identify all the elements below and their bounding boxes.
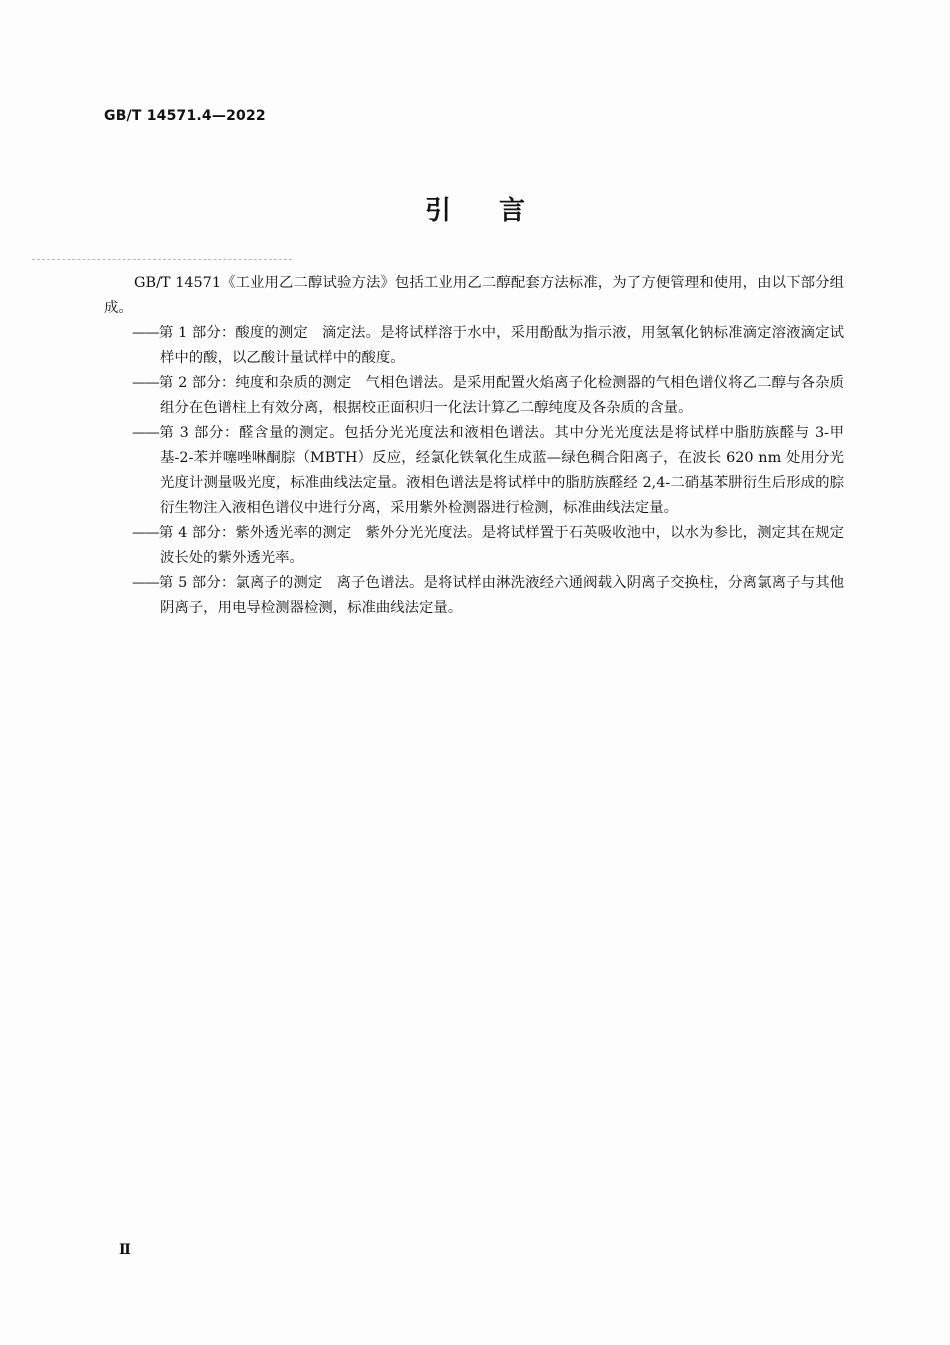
part-name: 第 5 部分：氯离子的测定 (158, 575, 323, 591)
part-description: 是将试样置于石英吸收池中，以水为参比，测定其在规定波长处的紫外透光率。 (160, 525, 844, 566)
part-item-1 (104, 321, 844, 371)
part-name: 第 1 部分：酸度的测定 (158, 325, 308, 341)
part-dash: —— (132, 425, 159, 441)
part-name: 第 4 部分：紫外透光率的测定 (158, 525, 352, 541)
part-name: 第 2 部分：纯度和杂质的测定 (158, 375, 352, 391)
part-description: 是将试样溶于水中，采用酚酞为指示液，用氢氧化钠标准滴定溶液滴定试样中的酸，以乙酸计量试样中的酸度。 (160, 325, 844, 366)
part-item-4 (104, 521, 844, 571)
part-item-2 (104, 371, 844, 421)
part-method: 紫外分光光度法。 (365, 525, 482, 541)
part-item-5 (104, 571, 844, 621)
part-method: 气相色谱法。 (365, 375, 453, 391)
part-name: 第 3 部分：醛含量的测定。 (158, 425, 345, 441)
part-dash: —— (132, 575, 159, 591)
part-dash: —— (132, 325, 159, 341)
part-item-3 (104, 421, 844, 521)
part-description: 是将试样由淋洗液经六通阀载入阴离子交换柱，分离氯离子与其他阴离子，用电导检测器检测，标准曲线法定量。 (160, 575, 844, 616)
page-title: 引言 (424, 196, 573, 226)
part-dash: —— (132, 525, 159, 541)
header-divider (32, 259, 292, 260)
part-description: 是采用配置火焰离子化检测器的气相色谱仪将乙二醇与各杂质组分在色谱柱上有效分离，根据校正面积归一化法计算乙二醇纯度及各杂质的含量。 (160, 375, 844, 416)
part-method: 离子色谱法。 (336, 575, 424, 591)
part-dash: —— (132, 375, 159, 391)
intro-paragraph: GB/T 14571《工业用乙二醇试验方法》包括工业用乙二醇配套方法标准，为了方便管理和使用，由以下部分组成。 (104, 275, 844, 316)
standard-number: GB/T 14571.4—2022 (104, 108, 266, 124)
document-body (104, 271, 844, 621)
part-method: 滴定法。 (321, 325, 381, 341)
page-number: Ⅱ (119, 1242, 131, 1258)
part-description: 包括分光光度法和液相色谱法。其中分光光度法是将试样中脂肪族醛与 3-甲基-2-苯并噻唑啉酮腙（MBTH）反应，经氯化铁氧化生成蓝—绿色稠合阳离子，在波长 620 nm 处用分光光度计测量吸光度，标准曲线法定量。液相色谱法是将试样中的脂肪族醛经 2,4-二硝基苯肼衍生后形成的腙衍生物注入液相色谱仪中进行分离，采用紫外检测器进行检测，标准曲线法定量。 (160, 425, 844, 516)
